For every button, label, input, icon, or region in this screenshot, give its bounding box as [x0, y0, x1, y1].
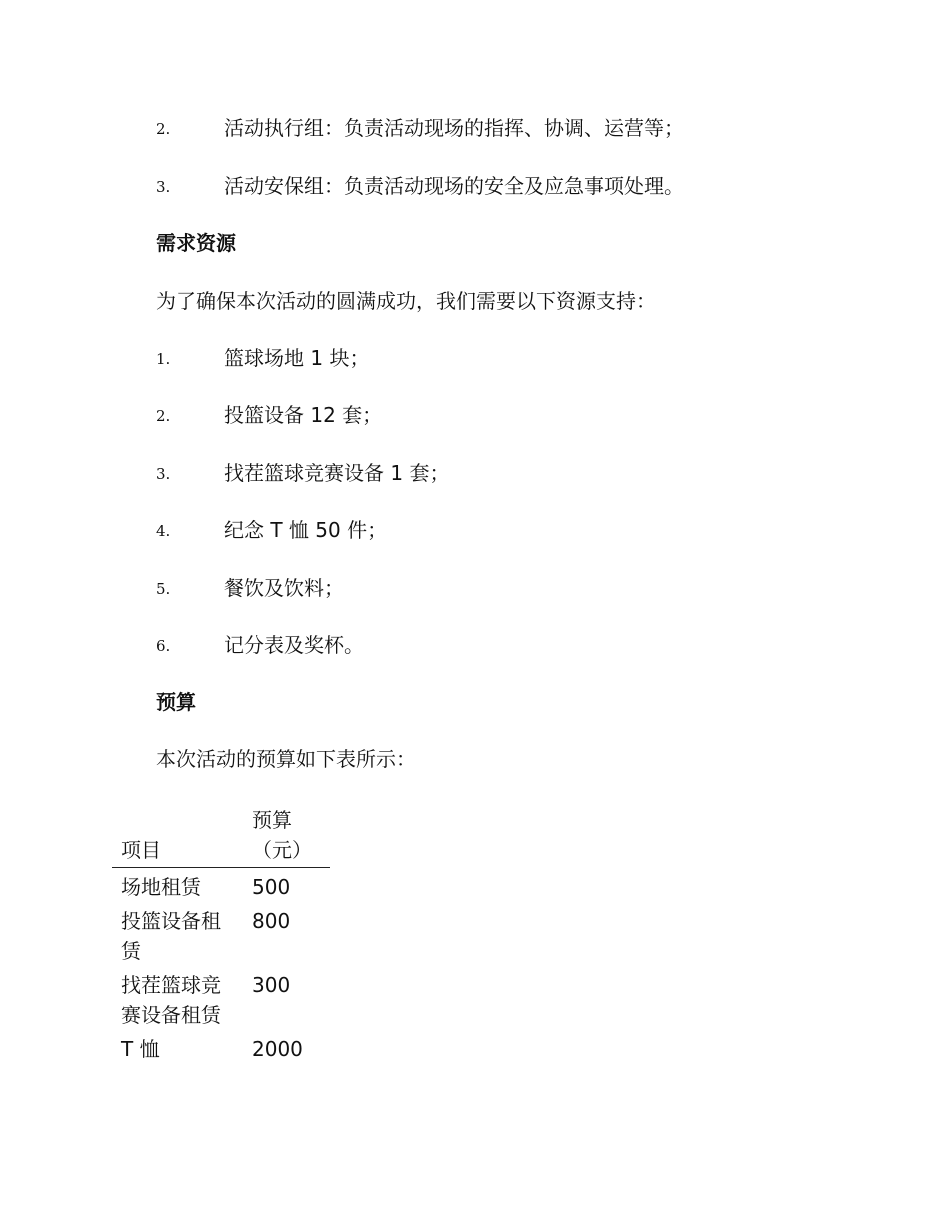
resources-intro: 为了确保本次活动的圆满成功，我们需要以下资源支持： [156, 289, 656, 313]
list-item: 餐饮及饮料； [224, 576, 344, 600]
cell-amount: 2000 [252, 1037, 303, 1061]
cell-item: T 恤 [121, 1037, 160, 1061]
table-row [112, 970, 330, 1030]
cell-item: 投篮设备租赁 [121, 909, 221, 963]
list-item: 活动安保组：负责活动现场的安全及应急事项处理。 [224, 174, 684, 198]
cell-amount: 800 [252, 909, 291, 933]
list-number: 2. [156, 120, 171, 138]
list-item: 找茬篮球竞赛设备 1 套； [224, 461, 450, 485]
list-number: 6. [156, 637, 171, 655]
table-cell [112, 970, 252, 1030]
cell-item: 场地租赁 [121, 875, 201, 899]
header-item: 项目 [121, 838, 161, 862]
budget-table [112, 805, 330, 1064]
section-heading-budget: 预算 [156, 690, 196, 714]
list-item: 纪念 T 恤 50 件； [224, 518, 388, 542]
list-item: 活动执行组：负责活动现场的指挥、协调、运营等； [224, 116, 684, 140]
list-item: 投篮设备 12 套； [224, 403, 383, 427]
cell-item: 找茬篮球竞赛设备租赁 [121, 973, 221, 1027]
list-number: 3. [156, 465, 171, 483]
table-cell [112, 906, 252, 966]
list-number: 1. [156, 350, 171, 368]
list-number: 3. [156, 178, 171, 196]
table-cell [112, 872, 252, 902]
header-budget: 预算（元） [252, 808, 312, 862]
list-number: 2. [156, 407, 171, 425]
list-number: 5. [156, 580, 171, 598]
table-row [112, 906, 330, 966]
list-number: 4. [156, 522, 171, 540]
budget-intro: 本次活动的预算如下表所示： [156, 747, 416, 771]
list-item: 篮球场地 1 块； [224, 346, 370, 370]
list-item: 记分表及奖杯。 [224, 633, 364, 657]
header-budget-cell [252, 805, 330, 865]
table-row [112, 1034, 330, 1064]
table-cell [112, 1034, 252, 1064]
table-header-row [112, 805, 330, 868]
cell-amount: 500 [252, 875, 291, 899]
section-heading-resources: 需求资源 [156, 231, 236, 255]
table-row [112, 872, 330, 902]
cell-amount: 300 [252, 973, 291, 997]
